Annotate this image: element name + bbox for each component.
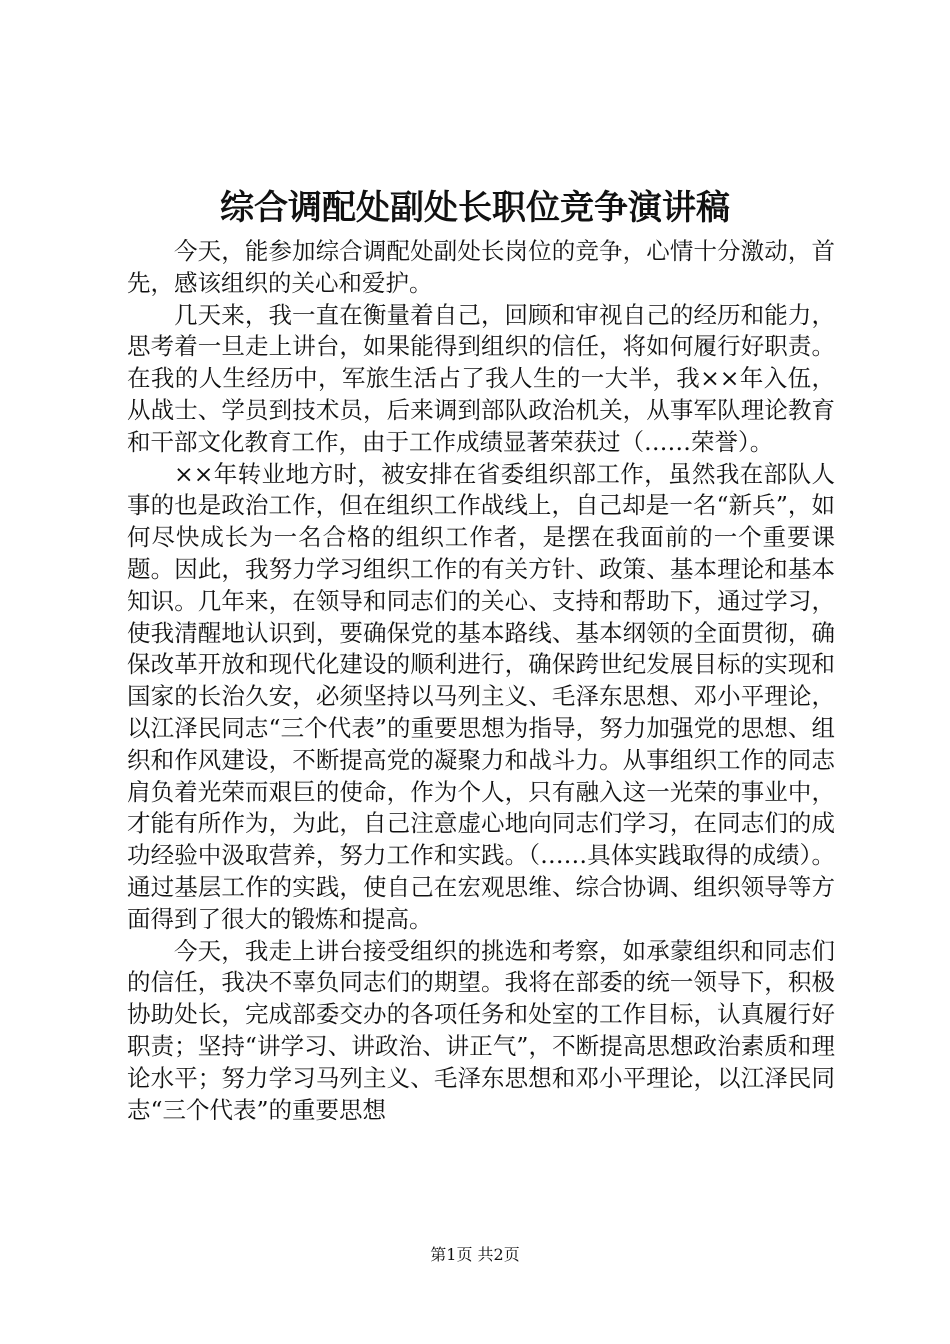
page-number-footer: 第1页 共2页 (430, 1245, 520, 1264)
paragraph-1: 今天，能参加综合调配处副处长岗位的竞争，心情十分激动，首先，感该组织的关心和爱护。 (127, 237, 835, 297)
document-title: 综合调配处副处长职位竞争演讲稿 (220, 188, 730, 228)
paragraph-2: 几天来，我一直在衡量着自己，回顾和审视自己的经历和能力，思考着一旦走上讲台，如果能得到组织的信任，将如何履行好职责。在我的人生经历中，军旅生活占了我人生的一大半，我××年入伍，从战士、学员到技术员，后来调到部队政治机关，从事军队理论教育和干部文化教育工作，由于工作成绩显著荣获过（……荣誉）。 (127, 300, 835, 456)
paragraph-4: 今天，我走上讲台接受组织的挑选和考察，如承蒙组织和同志们的信任，我决不辜负同志们的期望。我将在部委的统一领导下，积极协助处长，完成部委交办的各项任务和处室的工作目标，认真履行好职责；坚持“讲学习、讲政治、讲正气”，不断提高思想政治素质和理论水平；努力学习马列主义、毛泽东思想和邓小平理论，以江泽民同志“三个代表”的重要思想 (127, 936, 835, 1124)
document-body (127, 236, 835, 1126)
paragraph-3: ××年转业地方时，被安排在省委组织部工作，虽然我在部队人事的也是政治工作，但在组织工作战线上，自己却是一名“新兵”，如何尽快成长为一名合格的组织工作者，是摆在我面前的一个重要课题。因此，我努力学习组织工作的有关方针、政策、基本理论和基本知识。几年来，在领导和同志们的关心、支持和帮助下，通过学习，使我清醒地认识到，要确保党的基本路线、基本纲领的全面贯彻，确保改革开放和现代化建设的顺利进行，确保跨世纪发展目标的实现和国家的长治久安，必须坚持以马列主义、毛泽东思想、邓小平理论，以江泽民同志“三个代表”的重要思想为指导，努力加强党的思想、组织和作风建设，不断提高党的凝聚力和战斗力。从事组织工作的同志肩负着光荣而艰巨的使命，作为个人，只有融入这一光荣的事业中，才能有所作为，为此，自己注意虚心地向同志们学习，在同志们的成功经验中汲取营养，努力工作和实践。（……具体实践取得的成绩）。通过基层工作的实践，使自己在宏观思维、综合协调、组织领导等方面得到了很大的锻炼和提高。 (127, 459, 835, 933)
